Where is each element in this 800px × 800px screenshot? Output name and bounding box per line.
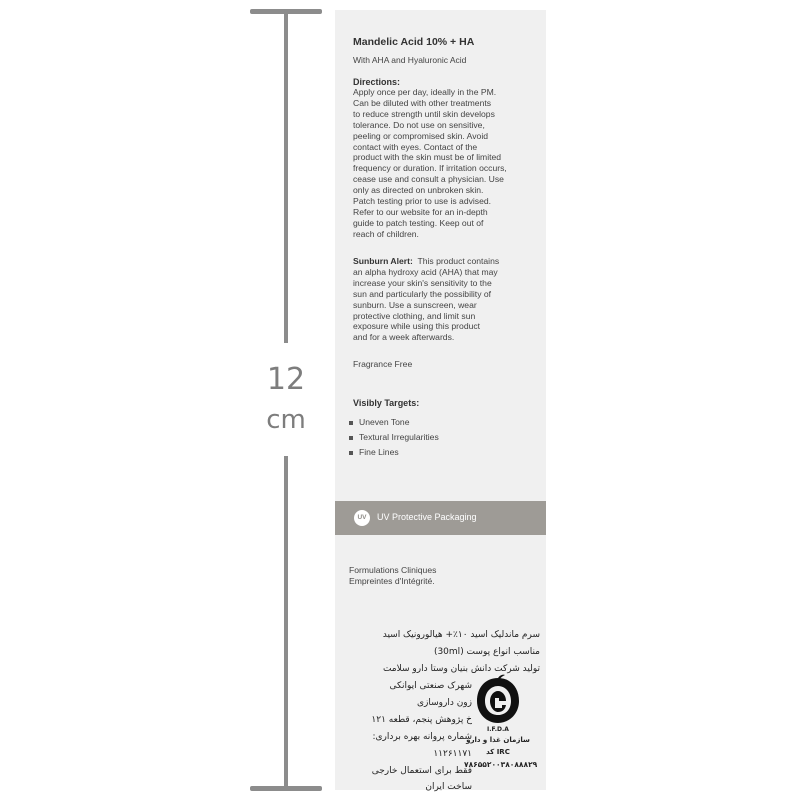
bullet-icon	[349, 436, 353, 440]
product-box	[335, 10, 546, 790]
irc-label: IRC کد	[486, 748, 510, 756]
directions-heading: Directions:	[353, 77, 401, 87]
directions-line: Apply once per day, ideally in the PM.	[353, 87, 497, 97]
directions-line: cease use and consult a physician. Use	[353, 174, 504, 185]
bullet-icon	[349, 451, 353, 455]
uv-icon: UV	[354, 510, 370, 526]
directions-line: only as directed on unbroken skin.	[353, 185, 484, 196]
ifda-name: سازمان غذا و دارو	[466, 736, 530, 744]
persian-line: فقط برای استعمال خارجی	[371, 766, 472, 776]
directions-line: Patch testing prior to use is advised.	[353, 196, 492, 207]
uv-packaging-label: UV Protective Packaging	[377, 512, 477, 522]
persian-line: زون داروسازی	[416, 698, 472, 708]
sunburn-line: sunburn. Use a sunscreen, wear	[353, 299, 477, 310]
irc-number: ۷۸۶۵۵۲۰۰۳۸۰۸۸۸۲۹	[464, 760, 538, 769]
directions-line: guide to patch testing. Keep out of	[353, 217, 484, 228]
french-tagline-line2: Empreintes d'Intégrité.	[349, 576, 435, 586]
targets-heading: Visibly Targets:	[353, 398, 420, 408]
list-item: Uneven Tone	[349, 415, 439, 430]
list-item: Textural Irregularities	[349, 430, 439, 445]
directions-line: frequency or duration. If irritation occurs,	[353, 163, 507, 174]
sunburn-line: protective clothing, and limit sun	[353, 310, 476, 321]
directions-text	[353, 87, 533, 240]
persian-line: ساخت ایران	[425, 782, 472, 792]
directions-line: Can be diluted with other treatments	[353, 97, 492, 108]
sunburn-line: sun and particularly the possibility of	[353, 288, 492, 299]
ruler-number: 12	[266, 362, 306, 397]
sunburn-line: This product contains	[417, 256, 500, 266]
french-tagline-line1: Formulations Cliniques	[349, 565, 437, 575]
persian-line: مناسب انواع پوست (30ml)	[433, 647, 540, 657]
targets-list	[349, 415, 439, 460]
ruler-line-upper	[284, 12, 288, 343]
persian-line: ۱۱۲۶۱۱۷۱	[433, 749, 472, 759]
sunburn-text	[353, 256, 533, 343]
sunburn-line: and for a week afterwards.	[353, 332, 455, 343]
persian-line: شهرک صنعتی ایوانکی	[389, 681, 472, 691]
product-title: Mandelic Acid 10% + HA	[353, 36, 475, 48]
persian-line: تولید شرکت دانش بنیان وستا دارو سلامت	[382, 664, 540, 674]
directions-line: to reduce strength until skin develops	[353, 108, 495, 119]
directions-line: peeling or compromised skin. Avoid	[353, 130, 489, 141]
directions-line: tolerance. Do not use on sensitive,	[353, 119, 485, 130]
product-subtitle: With AHA and Hyaluronic Acid	[353, 55, 467, 65]
ifda-abbr: I.F.D.A	[487, 726, 509, 733]
ifda-logo-icon	[472, 674, 524, 726]
bullet-icon	[349, 421, 353, 425]
uv-packaging-bar	[335, 501, 546, 535]
directions-line: contact with eyes. Contact of the	[353, 141, 478, 152]
list-item: Fine Lines	[349, 445, 439, 460]
sunburn-line: increase your skin's sensitivity to the	[353, 277, 492, 288]
directions-line: reach of children.	[353, 228, 419, 239]
directions-line: product with the skin must be of limited	[353, 152, 502, 163]
persian-line: خ پژوهش پنجم، قطعه ۱۲۱	[371, 715, 472, 725]
ruler-unit: cm	[266, 405, 306, 435]
ruler-bottom-cap	[250, 786, 322, 791]
directions-line: Refer to our website for an in-depth	[353, 206, 488, 217]
sunburn-heading: Sunburn Alert:	[353, 256, 413, 266]
ruler-line-lower	[284, 456, 288, 788]
persian-line: سرم ماندلیک اسید ۱۰٪+ هیالورونیک اسید	[382, 630, 540, 640]
sunburn-line: exposure while using this product	[353, 321, 481, 332]
sunburn-line: an alpha hydroxy acid (AHA) that may	[353, 266, 498, 277]
fragrance-free-label: Fragrance Free	[353, 359, 413, 369]
persian-line: شماره پروانه بهره برداری:	[372, 732, 472, 742]
